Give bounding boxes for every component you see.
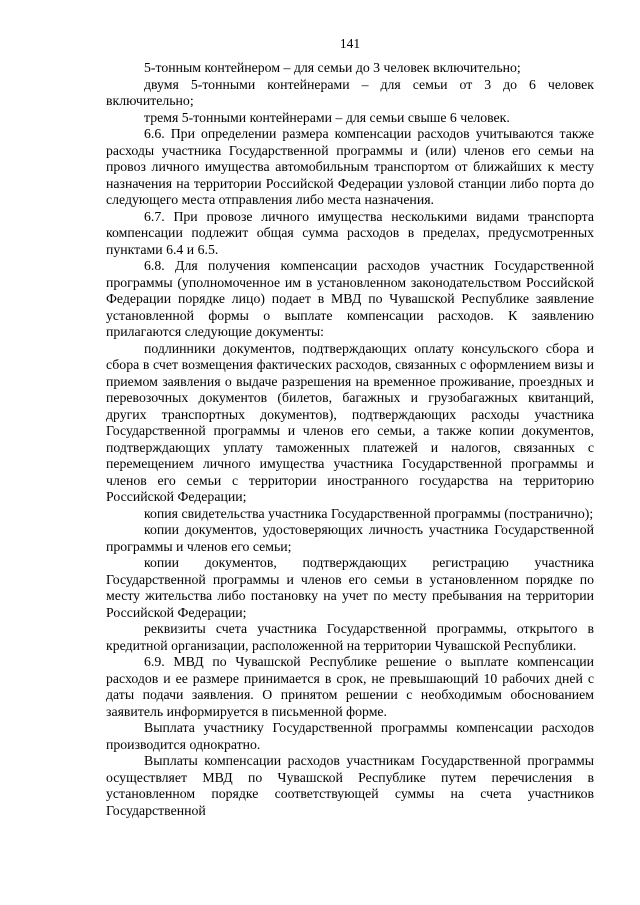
page-number: 141 [339,36,361,51]
paragraph: 6.7. При провозе личного имущества несколькими видами транспорта компенсации подлежит общая сумма расходов в пределах, предусмотренных пунктами 6.4 и 6.5. [106,208,594,257]
paragraph: 6.9. МВД по Чувашской Республике решение о выплате компенсации расходов и ее размере принимается в срок, не превышающий 10 рабочих дней с даты подачи заявления. О принятом решении с необходимым обоснованием заявитель информируется в письменной форме. [106,654,594,719]
document-body [106,60,594,819]
paragraph: копия свидетельства участника Государственной программы (постранично); [144,505,594,521]
paragraph: реквизиты счета участника Государственной программы, открытого в кредитной организации, расположенной на территории Чувашской Республики. [106,621,594,653]
paragraph: 5-тонным контейнером – для семьи до 3 человек включительно; [144,60,521,75]
paragraph: 6.6. При определении размера компенсации расходов учитываются также расходы участника Государственной программы и (или) членов его семьи на провоз личного имущества автомобильным транспортом от ближайших к месту назначения на территории Российской Федерации узловой станции либо порта до следующего места отправления либо места назначения. [106,126,594,207]
paragraph: копии документов, удостоверяющих личность участника Государственной программы и членов его семьи; [106,522,594,554]
paragraph: двумя 5-тонными контейнерами – для семьи от 3 до 6 человек включительно; [106,76,594,108]
paragraph: тремя 5-тонными контейнерами – для семьи свыше 6 человек. [144,109,510,125]
paragraph: Выплаты компенсации расходов участникам Государственной программы осуществляет МВД по Чувашской Республике путем перечисления в установленном порядке соответствующей суммы на счета участников Государственной [106,753,594,818]
paragraph: Выплата участнику Государственной программы компенсации расходов производится однократно. [106,720,594,752]
paragraph: копии документов, подтверждающих регистрацию участника Государственной программы и членов его семьи в установленном порядке по месту жительства либо постановку на учет по месту пребывания на территории Российской Федерации; [106,555,594,620]
paragraph: подлинники документов, подтверждающих оплату консульского сбора и сбора в счет возмещения фактических расходов, связанных с оформлением визы и приемом заявления о выдаче разрешения на временное проживание, проездных и перевозочных документов (билетов, багажных и грузобагажных квитанций, других транспортных документов), подтверждающих расходы участника Государственной программы и членов его семьи, а также копии документов, подтверждающих уплату таможенных платежей и налогов, связанных с перемещением личного имущества участника Государственной программы и членов его семьи с территории иностранного государства на территорию Российской Федерации; [106,340,594,504]
paragraph: 6.8. Для получения компенсации расходов участник Государственной программы (уполномоченное им в установленном законодательством Российской Федерации порядке лицо) подает в МВД по Чувашской Республике заявление установленной формы о выплате компенсации расходов. К заявлению прилагаются следующие документы: [106,258,594,339]
